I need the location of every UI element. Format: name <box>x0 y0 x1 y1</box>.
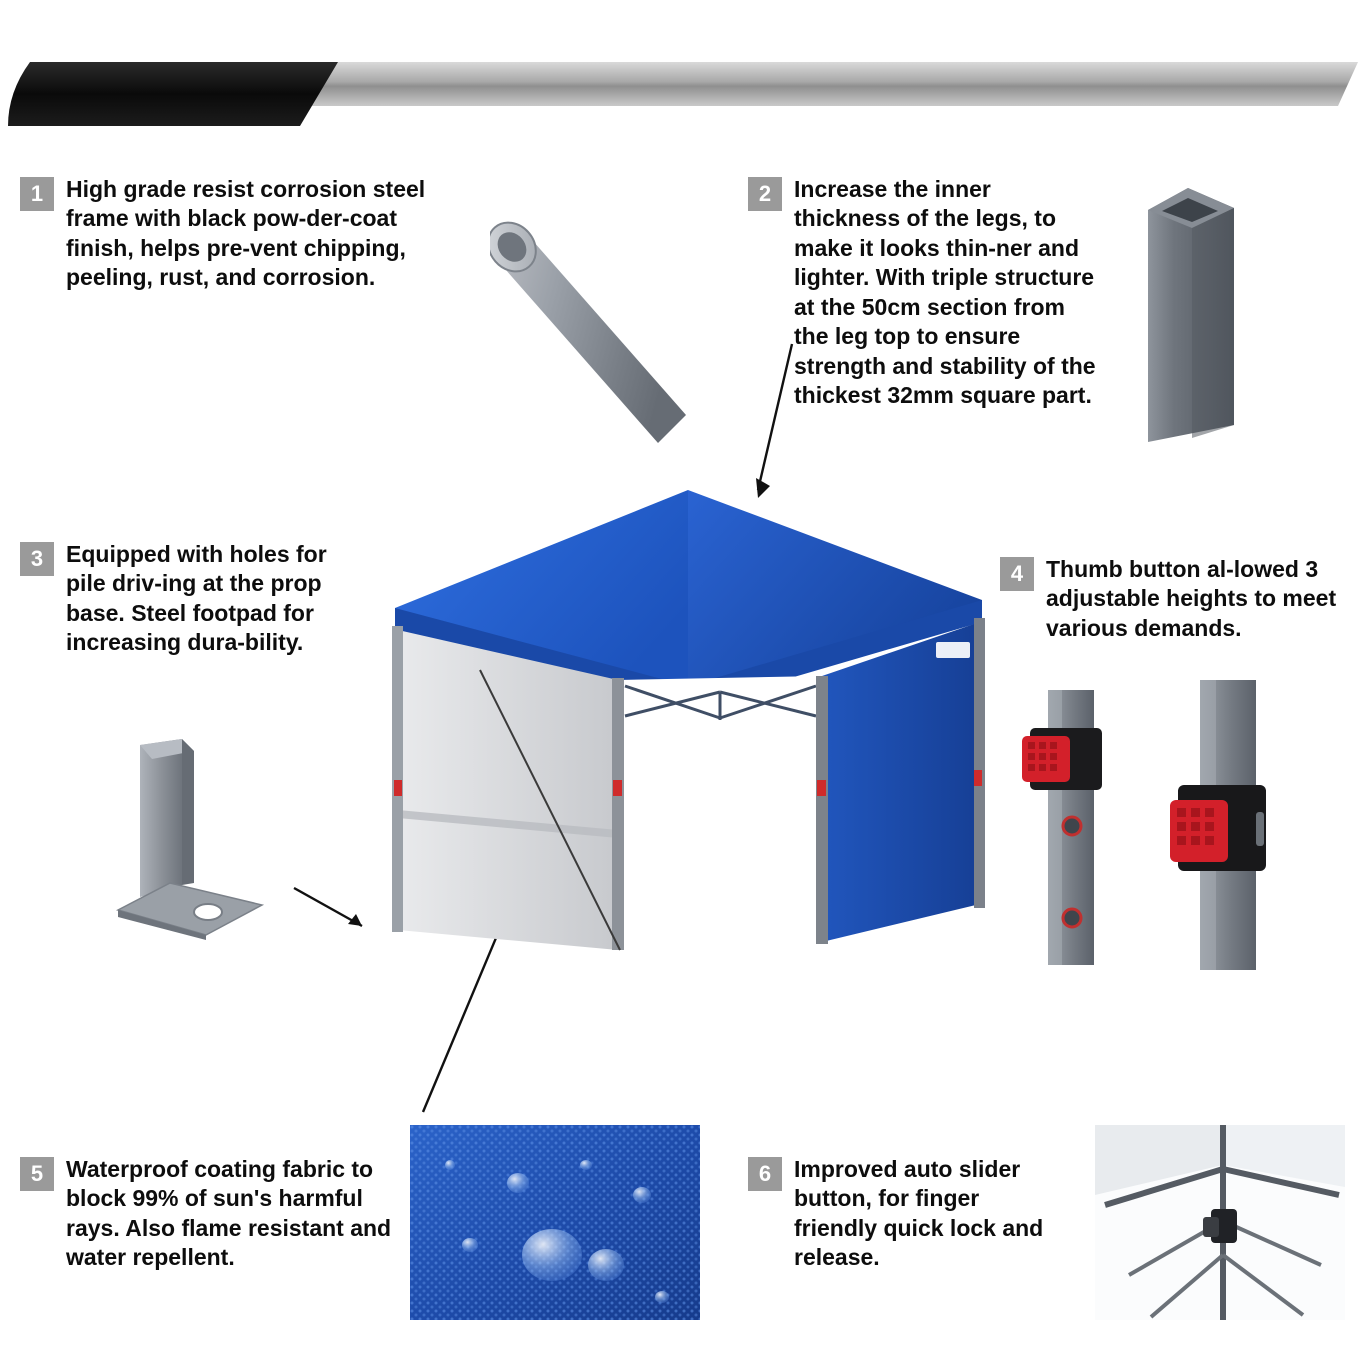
point-number-badge: 3 <box>20 542 54 576</box>
canopy-tent-figure <box>370 480 1010 980</box>
header-banner <box>8 62 1358 180</box>
point-text: Thumb button al-lowed 3 adjustable heights to meet various demands. <box>1046 556 1337 641</box>
point-text: Increase the inner thickness of the legs, to make it looks thin-ner and lighter. With triple structure at the 50cm section from the leg top to ensure strength and stability of the thickest 32mm square part. <box>794 176 1096 409</box>
point-text: Waterproof coating fabric to block 99% of sun's harmful rays. Also flame resistant and water repellent. <box>66 1156 392 1271</box>
point-number-badge: 6 <box>748 1157 782 1191</box>
point-number-badge: 1 <box>20 177 54 211</box>
point-number-badge: 5 <box>20 1157 54 1191</box>
waterproof-fabric-figure <box>410 1125 700 1320</box>
point-number-badge: 2 <box>748 177 782 211</box>
banner-subtitle: Uniqueness And Specific Details <box>558 142 978 172</box>
banner-background <box>8 62 1358 126</box>
point-text: High grade resist corrosion steel frame with black pow-der-coat finish, helps pre-vent chipping, peeling, rust, and corrosion. <box>66 176 426 291</box>
steel-tube-figure <box>490 215 715 465</box>
point-item-3 <box>20 540 350 658</box>
point-item-4 <box>1000 555 1350 643</box>
point-item-1 <box>20 175 450 293</box>
point-text: Improved auto slider button, for finger friendly quick lock and release. <box>794 1156 1044 1271</box>
point-number-badge: 4 <box>1000 557 1034 591</box>
point-item-6 <box>748 1155 1068 1273</box>
thumb-button-figure <box>1010 680 1310 970</box>
banner-title: POINTS <box>66 136 221 180</box>
arrow-footpad <box>290 880 380 940</box>
auto-slider-figure <box>1095 1125 1345 1320</box>
steel-footpad-figure <box>110 735 275 940</box>
square-leg-figure <box>1130 180 1250 445</box>
point-item-5 <box>20 1155 400 1273</box>
point-text: Equipped with holes for pile driv-ing at the prop base. Steel footpad for increasing dura-bility. <box>66 541 327 656</box>
